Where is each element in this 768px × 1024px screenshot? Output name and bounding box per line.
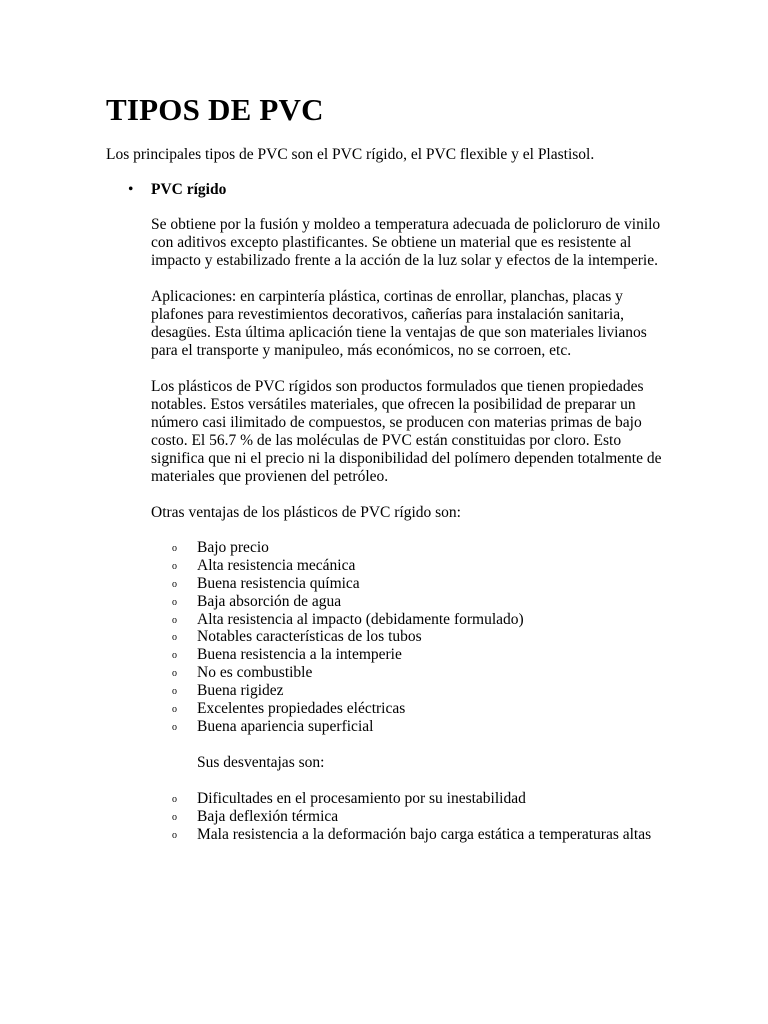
list-item-text: Buena rigidez xyxy=(197,682,284,700)
circle-bullet-icon: o xyxy=(172,686,177,698)
bullet-icon: • xyxy=(128,181,134,198)
paragraph-ventajas-intro xyxy=(151,504,691,522)
circle-bullet-icon: o xyxy=(172,721,177,733)
paragraph-line: notables. Estos versátiles materiales, que ofrecen la posibilidad de preparar un xyxy=(151,396,636,413)
circle-bullet-icon: o xyxy=(172,543,177,554)
paragraph-line: costo. El 56.7 % de las moléculas de PVC están constituidas por cloro. Esto xyxy=(151,432,622,449)
list-item-text: Dificultades en el procesamiento por su inestabilidad xyxy=(197,790,526,807)
paragraph-line: plafones para revestimientos decorativos, cañerías para instalación sanitaria, xyxy=(151,306,624,323)
paragraph-line: con aditivos excepto plastificantes. Se obtiene un material que es resistente al xyxy=(151,234,632,251)
paragraph-line: número casi ilimitado de compuestos, se producen con materias primas de bajo xyxy=(151,414,642,431)
desventajas-intro: Sus desventajas son: xyxy=(197,754,325,771)
circle-bullet-icon: o xyxy=(172,650,177,662)
circle-bullet-icon: o xyxy=(172,578,177,590)
paragraph-aplicaciones xyxy=(151,288,691,360)
circle-bullet-icon: o xyxy=(172,668,177,680)
list-item-text: Buena apariencia superficial xyxy=(197,717,374,735)
list-item-text: Baja absorción de agua xyxy=(197,592,342,610)
list-item-text: Excelentes propiedades eléctricas xyxy=(197,700,406,718)
list-item-text: Baja deflexión térmica xyxy=(197,807,339,825)
circle-bullet-icon: o xyxy=(172,811,177,823)
list-item-text: Mala resistencia a la deformación bajo carga estática a temperaturas altas xyxy=(197,825,652,843)
circle-bullet-icon: o xyxy=(172,794,177,805)
paragraph-propiedades xyxy=(151,378,691,486)
list-item-text: Notables características de los tubos xyxy=(197,628,422,646)
section-heading: PVC rígido xyxy=(151,181,227,198)
document-title: TIPOS DE PVC xyxy=(106,92,324,127)
intro-paragraph: Los principales tipos de PVC son el PVC rígido, el PVC flexible y el Plastisol. xyxy=(106,146,595,163)
paragraph-line: significa que ni el precio ni la disponibilidad del polímero dependen totalmente de xyxy=(151,450,662,467)
paragraph-line: impacto y estabilizado frente a la acción de la luz solar y efectos de la intemperie. xyxy=(151,252,658,269)
paragraph-line: materiales que provienen del petróleo. xyxy=(151,468,389,485)
paragraph-obtencion xyxy=(151,216,691,270)
circle-bullet-icon: o xyxy=(172,632,177,644)
list-item-text: Alta resistencia al impacto (debidamente formulado) xyxy=(197,610,524,628)
paragraph-line: para el transporte y manipuleo, más económicos, no se corroen, etc. xyxy=(151,342,572,359)
list-item-text: No es combustible xyxy=(197,664,313,682)
paragraph-line: Aplicaciones: en carpintería plástica, cortinas de enrollar, planchas, placas y xyxy=(151,288,623,305)
paragraph-line: Los plásticos de PVC rígidos son productos formulados que tienen propiedades xyxy=(151,378,644,395)
paragraph-line: Otras ventajas de los plásticos de PVC rígido son: xyxy=(151,504,461,521)
paragraph-line: Se obtiene por la fusión y moldeo a temperatura adecuada de policloruro de vinilo xyxy=(151,216,661,233)
circle-bullet-icon: o xyxy=(172,560,177,572)
circle-bullet-icon: o xyxy=(172,614,177,626)
circle-bullet-icon: o xyxy=(172,829,177,841)
list-item-text: Alta resistencia mecánica xyxy=(197,556,356,574)
list-item-text: Bajo precio xyxy=(197,539,269,556)
list-item-text: Buena resistencia a la intemperie xyxy=(197,646,402,664)
list-item-text: Buena resistencia química xyxy=(197,574,360,592)
paragraph-line: desagües. Esta última aplicación tiene la ventajas de que son materiales livianos xyxy=(151,324,647,341)
circle-bullet-icon: o xyxy=(172,596,177,608)
circle-bullet-icon: o xyxy=(172,704,177,716)
